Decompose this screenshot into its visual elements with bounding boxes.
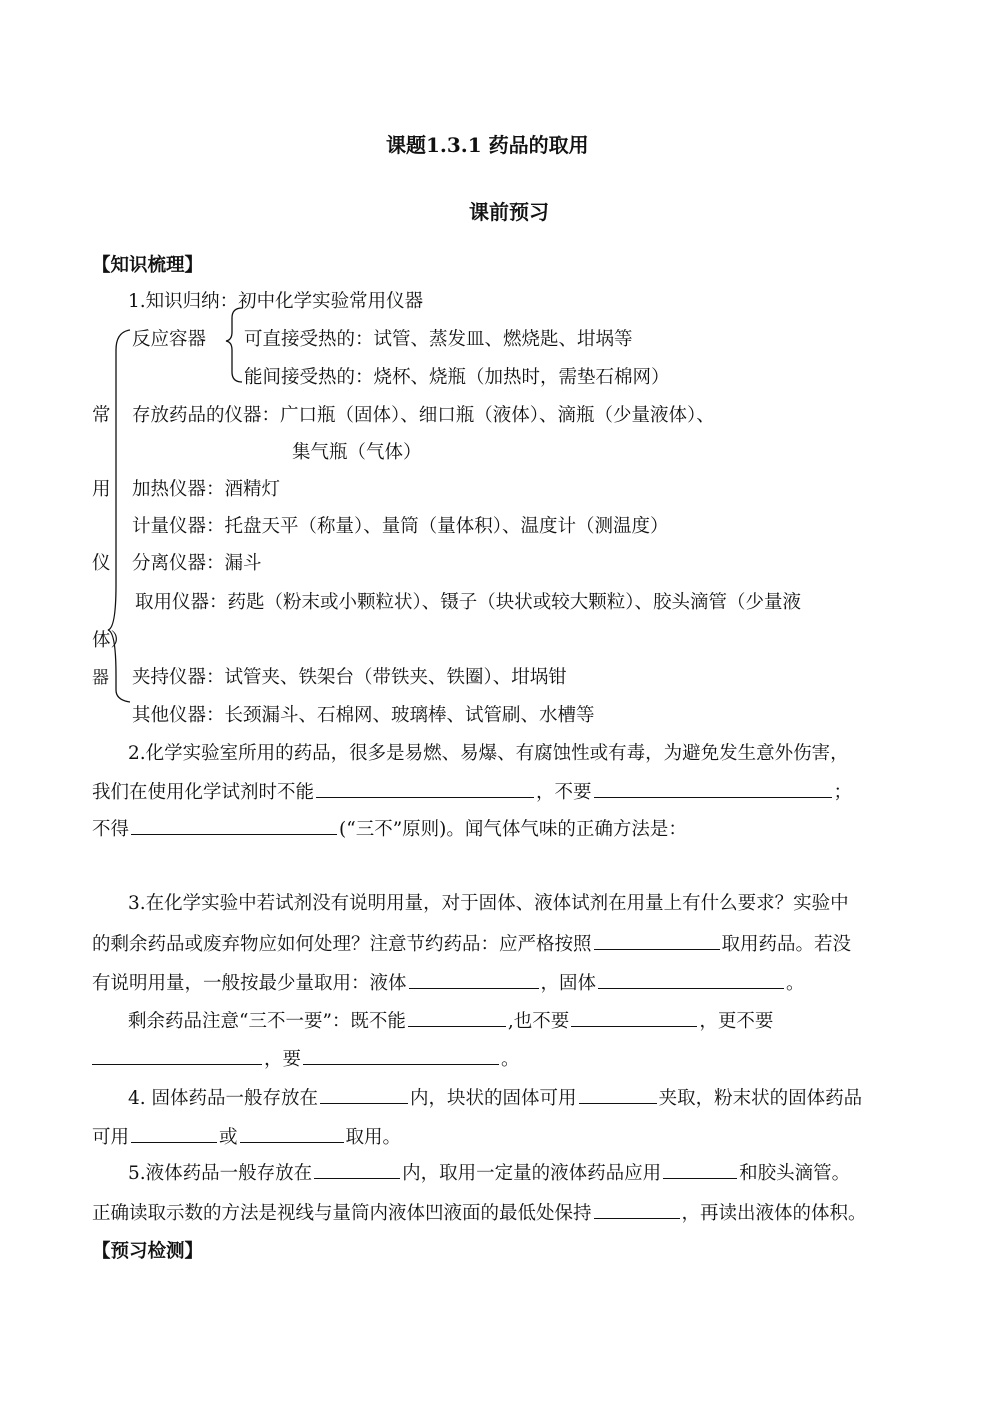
q4-blank-2[interactable]: [579, 1085, 657, 1104]
vertical-char-1: 常: [92, 405, 111, 426]
q4-blank-3[interactable]: [131, 1124, 217, 1143]
reaction-indirect-heat: 能间接受热的：烧杯、烧瓶（加热时，需垫石棉网）: [244, 367, 670, 388]
section-knowledge-heading: 【知识梳理】: [92, 255, 204, 276]
q3-text-j: 。: [501, 1049, 520, 1070]
q2-blank-1[interactable]: [316, 779, 534, 798]
q3-text-h: ，更不要: [699, 1011, 774, 1032]
heating-instruments: 加热仪器：酒精灯: [132, 479, 281, 500]
other-instruments: 其他仪器：长颈漏斗、石棉网、玻璃棒、试管刷、水槽等: [132, 705, 595, 726]
q3-blank-1[interactable]: [594, 931, 720, 950]
q5-line1: [128, 1160, 850, 1187]
q3-line2: [92, 931, 851, 958]
q4-text-d: 可用: [92, 1127, 130, 1148]
clamping-instruments: 夹持仪器：试管夹、铁架台（带铁夹、铁圈）、坩埚钳: [132, 667, 567, 688]
taking-instruments: 取用仪器：药匙（粉末或小颗粒状）、镊子（块状或较大颗粒）、胶头滴管（少量液: [135, 592, 802, 613]
storage-instruments: 存放药品的仪器：广口瓶（固体）、细口瓶（液体）、滴瓶（少量液体）、: [132, 405, 715, 426]
q4-blank-1[interactable]: [320, 1085, 408, 1104]
q5-blank-1[interactable]: [314, 1160, 400, 1179]
q2-text-a: 我们在使用化学试剂时不能: [92, 782, 315, 803]
q2-text-c: ；: [833, 782, 853, 803]
q4-line2: [92, 1124, 401, 1151]
q2-text-b: ，不要: [536, 782, 592, 803]
taking-instruments-cont: 体）: [92, 630, 130, 651]
reaction-container-label: 反应容器: [132, 329, 207, 350]
storage-instruments-cont: 集气瓶（气体）: [292, 442, 422, 463]
vertical-char-4: 器: [92, 668, 109, 688]
q3-text-f: 剩余药品注意“三不一要”：既不能: [128, 1011, 406, 1032]
q2-text-e: (“三不”原则)。闻气体气味的正确方法是：: [339, 819, 687, 840]
q3-blank-3[interactable]: [598, 970, 784, 989]
q4-text-a: 4. 固体药品一般存放在: [128, 1088, 319, 1109]
q3-text-b: 取用药品。若没: [721, 934, 852, 955]
q3-line1: 3.在化学实验中若试剂没有说明用量，对于固体、液体试剂在用量上有什么要求？实验中: [128, 893, 849, 914]
q3-text-i: ，要: [264, 1049, 302, 1070]
q2-blank-2[interactable]: [594, 779, 832, 798]
separation-instruments: 分离仪器：漏斗: [132, 553, 262, 574]
q3-blank-2[interactable]: [409, 970, 539, 989]
q3-line4: [128, 1008, 773, 1035]
q5-blank-2[interactable]: [663, 1160, 737, 1179]
q3-text-c: 有说明用量，一般按最少量取用：液体: [92, 973, 407, 994]
q2-blank-3[interactable]: [131, 816, 337, 835]
q2-line3: [92, 816, 687, 843]
q5-text-b: 内，取用一定量的液体药品应用: [402, 1163, 662, 1184]
q5-blank-3[interactable]: [594, 1200, 680, 1219]
item1-heading: 1.知识归纳：初中化学实验常用仪器: [128, 291, 424, 312]
q3-text-a: 的剩余药品或废弃物应如何处理？注意节约药品：应严格按照: [92, 934, 592, 955]
q2-line1: 2.化学实验室所用的药品，很多是易燃、易爆、有腐蚀性或有毒，为避免发生意外伤害，: [128, 743, 849, 764]
q2-text-d: 不得: [92, 819, 130, 840]
section-preview-test-heading: 【预习检测】: [92, 1241, 204, 1262]
q4-text-c: 夹取，粉末状的固体药品: [658, 1088, 863, 1109]
q3-text-e: 。: [786, 973, 805, 994]
page-subtitle: 课前预习: [469, 200, 549, 224]
page-title: 课题1.3.1 药品的取用: [386, 133, 589, 157]
q3-blank-4[interactable]: [408, 1008, 506, 1027]
q4-text-e: 或: [219, 1127, 238, 1148]
q3-blank-6[interactable]: [92, 1046, 262, 1065]
q3-blank-5[interactable]: [571, 1008, 697, 1027]
q5-text-c: 和胶头滴管。: [739, 1163, 851, 1184]
q4-line1: [128, 1085, 862, 1112]
q3-text-g: ,也不要: [507, 1011, 570, 1032]
reaction-direct-heat: 可直接受热的：试管、蒸发皿、燃烧匙、坩埚等: [244, 329, 633, 350]
vertical-char-2: 用: [92, 479, 111, 500]
q4-text-f: 取用。: [345, 1127, 402, 1148]
q5-text-e: ，再读出液体的体积。: [681, 1203, 867, 1224]
q3-line3: [92, 970, 805, 997]
measuring-instruments: 计量仪器：托盘天平（称量）、量筒（量体积）、温度计（测温度）: [132, 516, 669, 537]
vertical-char-3: 仪: [92, 553, 111, 574]
q5-text-d: 正确读取示数的方法是视线与量筒内液体凹液面的最低处保持: [92, 1203, 592, 1224]
q3-blank-7[interactable]: [303, 1046, 499, 1065]
q2-line2: [92, 779, 852, 806]
q5-line2: [92, 1200, 867, 1227]
q4-blank-4[interactable]: [240, 1124, 344, 1143]
q4-text-b: 内，块状的固体可用: [410, 1088, 577, 1109]
q5-text-a: 5.液体药品一般存放在: [128, 1163, 313, 1184]
q3-line5: [92, 1046, 520, 1073]
q3-text-d: ，固体: [540, 973, 597, 994]
